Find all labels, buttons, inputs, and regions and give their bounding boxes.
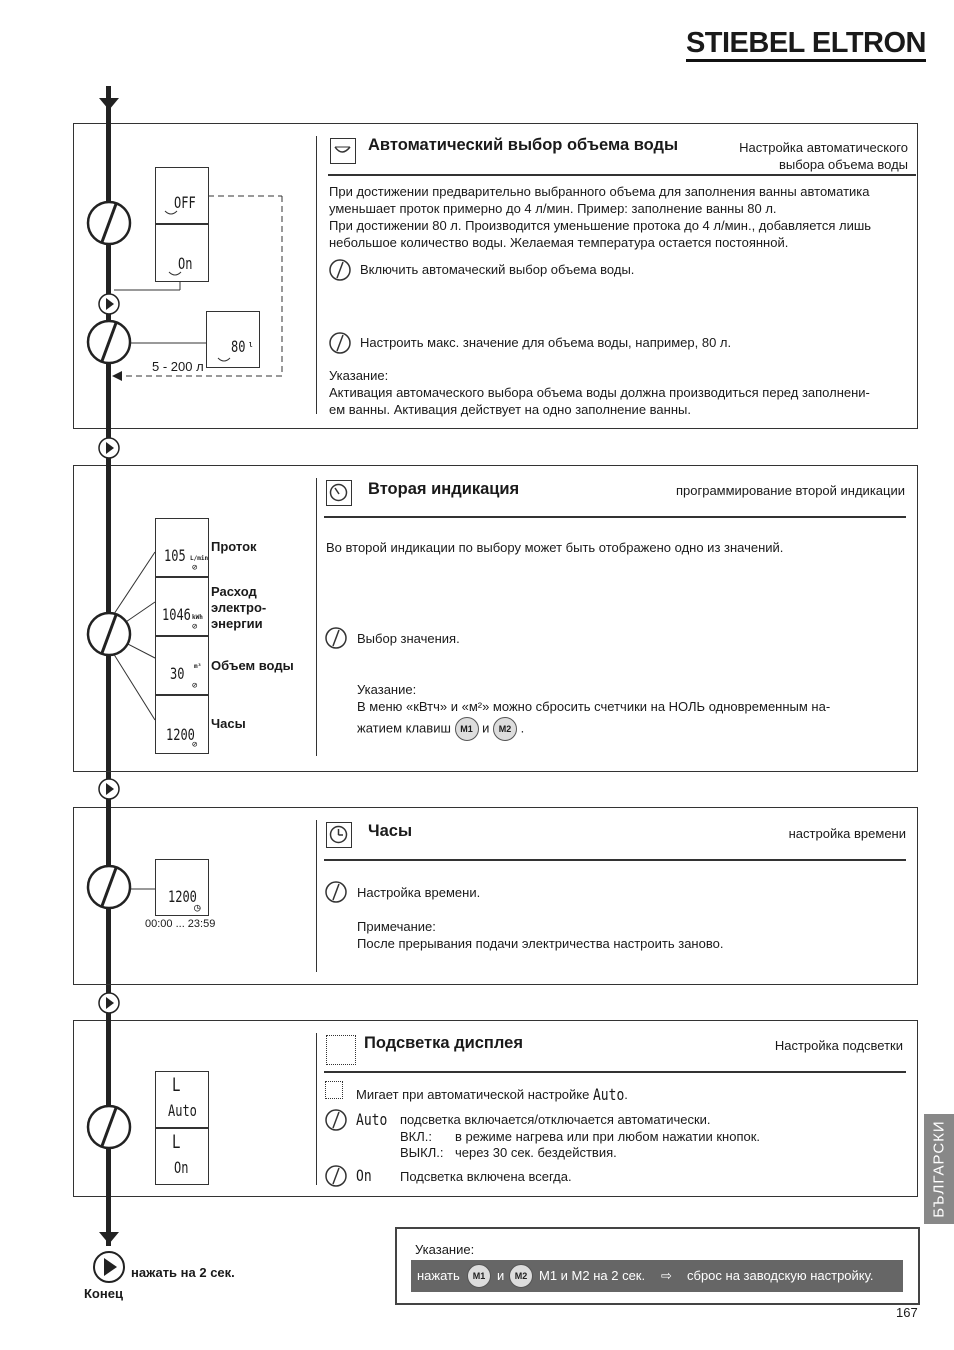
section-subtitle: Настройка подсветки [774, 1038, 903, 1053]
m2-key: M2 [493, 717, 517, 741]
vykl-text: через 30 сек. бездействия. [455, 1145, 617, 1160]
gauge-icon: ⊘ [192, 622, 198, 632]
play-button-icon[interactable] [97, 292, 121, 316]
play-button-icon[interactable] [97, 991, 121, 1015]
vkl-label: ВКЛ.: [400, 1129, 432, 1144]
section-title: Подсветка дисплея [364, 1034, 523, 1052]
knob-icon[interactable] [86, 1104, 132, 1150]
step-text: Настроить макс. значение для объема воды, например, 80 л. [360, 335, 732, 350]
step-text: Настройка времени. [357, 885, 481, 900]
clock-icon: ◷ [194, 901, 201, 914]
section-subtitle: Настройка автоматического выбора объема воды [739, 140, 908, 172]
section-subtitle: программирование второй индикации [675, 483, 905, 498]
lcd-display: OFF [155, 167, 209, 224]
play-button-icon[interactable] [97, 436, 121, 460]
knob-icon[interactable] [86, 611, 132, 657]
gauge-icon: ⊘ [192, 563, 198, 573]
m1-key: M1 [455, 717, 479, 741]
auto-desc: подсветка включается/отключается автоматически. [400, 1112, 711, 1127]
section-title: Вторая индикация [368, 480, 520, 498]
note-text: Указание: Активация автомаческого выбора объема воды должна производиться перед заполнени- ем ванны. Активация действует на одно заполнение ванны. [329, 368, 870, 417]
step-text: Включить автомаческий выбор объема воды. [360, 262, 635, 277]
lcd-display: L Auto [155, 1071, 209, 1128]
section-title: Автоматический выбор объема воды [368, 136, 679, 154]
step-text: Выбор значения. [357, 631, 460, 646]
bathtub-icon [330, 138, 356, 164]
knob-icon [324, 1164, 348, 1188]
section-subtitle: настройка времени [788, 826, 906, 841]
knob-icon [328, 258, 352, 282]
lcd-display: 1200 ◷ [155, 859, 209, 916]
knob-icon [324, 880, 348, 904]
option-label: Объем воды [211, 658, 294, 673]
option-label: Проток [211, 539, 257, 554]
section-text: Во второй индикации по выбору может быть отображено одно из значений. [326, 540, 784, 555]
backlight-icon [326, 1035, 356, 1065]
lcd-display: 1046 kWh ⊘ [155, 577, 209, 636]
range-label: 00:00 ... 23:59 [145, 918, 216, 930]
on-word: On [356, 1167, 372, 1186]
knob-icon[interactable] [86, 864, 132, 910]
clock-icon [326, 822, 352, 848]
option-label: Часы [211, 716, 246, 731]
vykl-label: ВЫКЛ.: [400, 1145, 444, 1160]
lcd-display: 1200 ⊘ [155, 695, 209, 754]
section-text: При достижении предварительно выбранного объема для заполнения ванны автоматика уменьшает проток примерно до 4 л/мин. Пример: заполнение ванны 80 л. При достижении 80 л. Производится уменьшение протока до 4 л/мин., добавляется лишь небольшое количество воды. Желаемая температура остается постоянной. [329, 184, 872, 250]
brand-logo: STIEBEL ELTRON [686, 28, 926, 62]
knob-icon [324, 626, 348, 650]
gauge-icon: ⊘ [192, 681, 198, 691]
section-title: Часы [368, 822, 413, 840]
note-text: Указание: В меню «кВтч» и «м²» можно сбросить счетчики на НОЛЬ одновременным на- жатием клавиш M1 и M2 . [357, 681, 897, 741]
range-label: 5 - 200 л [152, 359, 204, 374]
note-text: Примечание: После прерывания подачи электричества настроить заново. [357, 919, 724, 951]
knob-icon [324, 1108, 348, 1132]
gauge-icon [326, 480, 352, 506]
lcd-display: 30 m³ ⊘ [155, 636, 209, 695]
option-label: Расход электро- энергии [211, 584, 267, 631]
knob-icon[interactable] [86, 319, 132, 365]
page-number: 167 [896, 1305, 918, 1320]
lcd-display: L On [155, 1128, 209, 1185]
blink-text: Мигает при автоматической настройке Auto. [356, 1086, 628, 1105]
end-label: Конец [84, 1286, 123, 1301]
arrow-down-icon [96, 1230, 122, 1250]
lcd-display: 80 l [206, 311, 260, 368]
on-desc: Подсветка включена всегда. [400, 1169, 572, 1184]
vkl-text: в режиме нагрева или при любом нажатии кнопок. [455, 1129, 761, 1144]
language-tab: БЪЛГАРСКИ [924, 1114, 954, 1224]
reset-bar: нажать M1 и M2 M1 и M2 на 2 сек. ⇨ сброс на заводскую настройку. [411, 1260, 903, 1292]
lcd-display: 105 L/min ⊘ [155, 518, 209, 577]
play-button-icon[interactable] [92, 1250, 126, 1284]
backlight-icon [325, 1081, 343, 1099]
press-label: нажать на 2 сек. [131, 1265, 235, 1280]
m1-key: M1 [467, 1264, 491, 1288]
m2-key: M2 [509, 1264, 533, 1288]
gauge-icon: ⊘ [192, 740, 198, 750]
play-button-icon[interactable] [97, 777, 121, 801]
knob-icon[interactable] [86, 200, 132, 246]
reset-note: Указание: нажать M1 и M2 M1 и M2 на 2 сек. ⇨ сброс на заводскую настройку. [395, 1227, 920, 1305]
auto-word: Auto [356, 1111, 388, 1130]
knob-icon [328, 331, 352, 355]
lcd-display: On [155, 224, 209, 282]
